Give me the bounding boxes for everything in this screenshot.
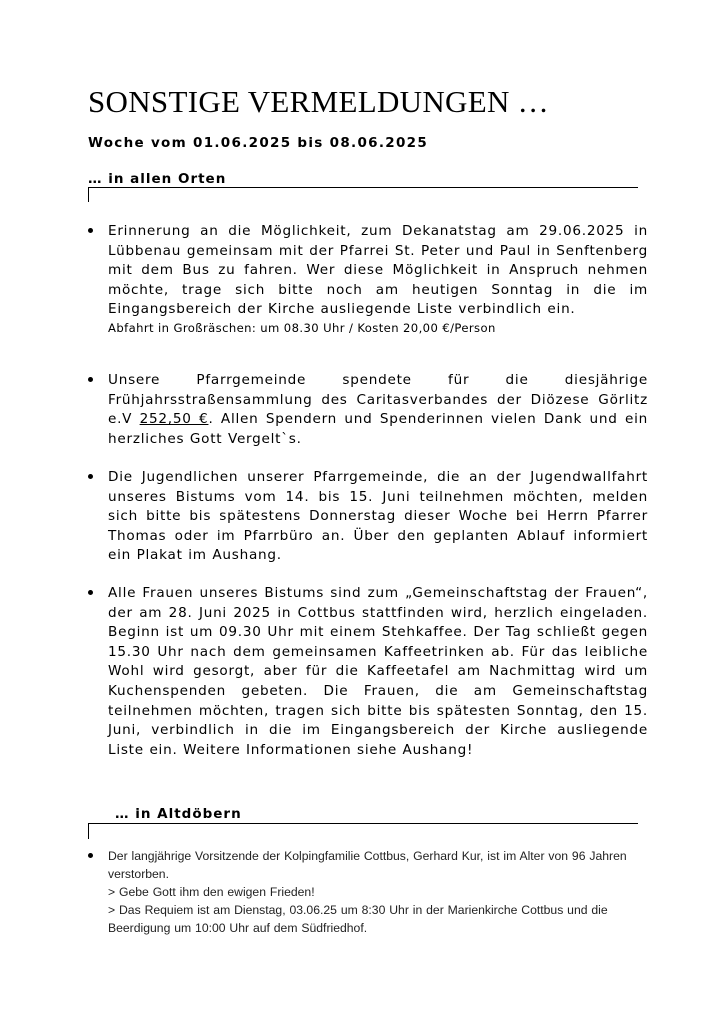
bullet-icon: [88, 853, 93, 858]
section-rule-all-places: [88, 187, 638, 188]
donation-amount: 252,50 €: [139, 411, 209, 428]
bullet-icon: [88, 474, 93, 479]
announcement-text: [108, 371, 648, 449]
bullet-icon: [88, 377, 93, 382]
section-rule-altdoebern: [88, 823, 638, 824]
announcement-item-obituary: [88, 847, 648, 937]
obituary-requiem: > Das Requiem ist am Dienstag, 03.06.25 um 8:30 Uhr in der Marienkirche Cottbus und die Beerdigung um 10:00 Uhr auf dem Südfriedhof.: [108, 903, 608, 935]
text-after-amount: . Allen Spendern und Spenderinnen vielen Dank und ein herzliches Gott Vergelt`s.: [108, 411, 648, 447]
text-before-amount: Unsere Pfarrgemeinde spendete für die diesjährige Frühjahrsstraßensammlung des Caritasverbandes der Diözese Görlitz e.V: [108, 372, 648, 428]
section-heading-altdoebern: … in Altdöbern: [115, 806, 242, 822]
announcement-text: Erinnerung an die Möglichkeit, zum Dekanatstag am 29.06.2025 in Lübbenau gemeinsam mit der Pfarrei St. Peter und Paul in Senftenberg mit dem Bus zu fahren. Wer diese Möglichkeit in Anspruch nehmen möchte, trage sich bitte noch am heutigen Sonntag in die im Eingangsbereich der Kirche ausliegende Liste verbindlich ein.: [108, 223, 648, 318]
announcement-item-bus: [88, 222, 648, 337]
announcement-item-donation: [88, 371, 648, 449]
section-heading-all-places: … in allen Orten: [88, 171, 227, 187]
section-rule-tick: [88, 823, 89, 839]
bullet-icon: [88, 228, 93, 233]
obituary-blessing: > Gebe Gott ihm den ewigen Frieden!: [108, 885, 315, 899]
announcement-note: Abfahrt in Großräschen: um 08.30 Uhr / Kosten 20,00 €/Person: [108, 320, 496, 335]
announcement-text: Alle Frauen unseres Bistums sind zum „Gemeinschaftstag der Frauen“, der am 28. Juni 2025 in Cottbus stattfinden wird, herzlich eingeladen. Beginn ist um 09.30 Uhr mit einem Stehkaffee. Der Tag schließt gegen 15.30 Uhr nach dem gemeinsamen Kaffeetrinken ab. Für das leibliche Wohl wird gesorgt, aber für die Kaffeetafel am Nachmittag wird um Kuchenspenden gebeten. Die Frauen, die am Gemeinschaftstag teilnehmen möchten, tragen sich bitte bis spätesten Sonntag, den 15. Juni, verbindlich in die im Eingangsbereich der Kirche ausliegende Liste ein. Weitere Informationen siehe Aushang!: [108, 585, 648, 758]
week-heading: Woche vom 01.06.2025 bis 08.06.2025: [88, 135, 429, 151]
obituary-line: Der langjährige Vorsitzende der Kolpingfamilie Cottbus, Gerhard Kur, ist im Alter von 96 Jahren verstorben.: [108, 849, 627, 881]
bullet-icon: [88, 590, 93, 595]
page-title: SONSTIGE VERMELDUNGEN …: [88, 84, 549, 119]
section-rule-tick: [88, 187, 89, 202]
announcement-item-youth-pilgrimage: [88, 468, 648, 566]
announcement-item-women-day: [88, 584, 648, 760]
announcement-text: [108, 847, 648, 937]
announcement-text: Die Jugendlichen unserer Pfarrgemeinde, die an der Jugendwallfahrt unseres Bistums vom 14. bis 15. Juni teilnehmen möchten, melden sich bitte bis spätestens Donnerstag dieser Woche bei Herrn Pfarrer Thomas oder im Pfarrbüro an. Über den geplanten Ablauf informiert ein Plakat im Aushang.: [108, 469, 648, 564]
